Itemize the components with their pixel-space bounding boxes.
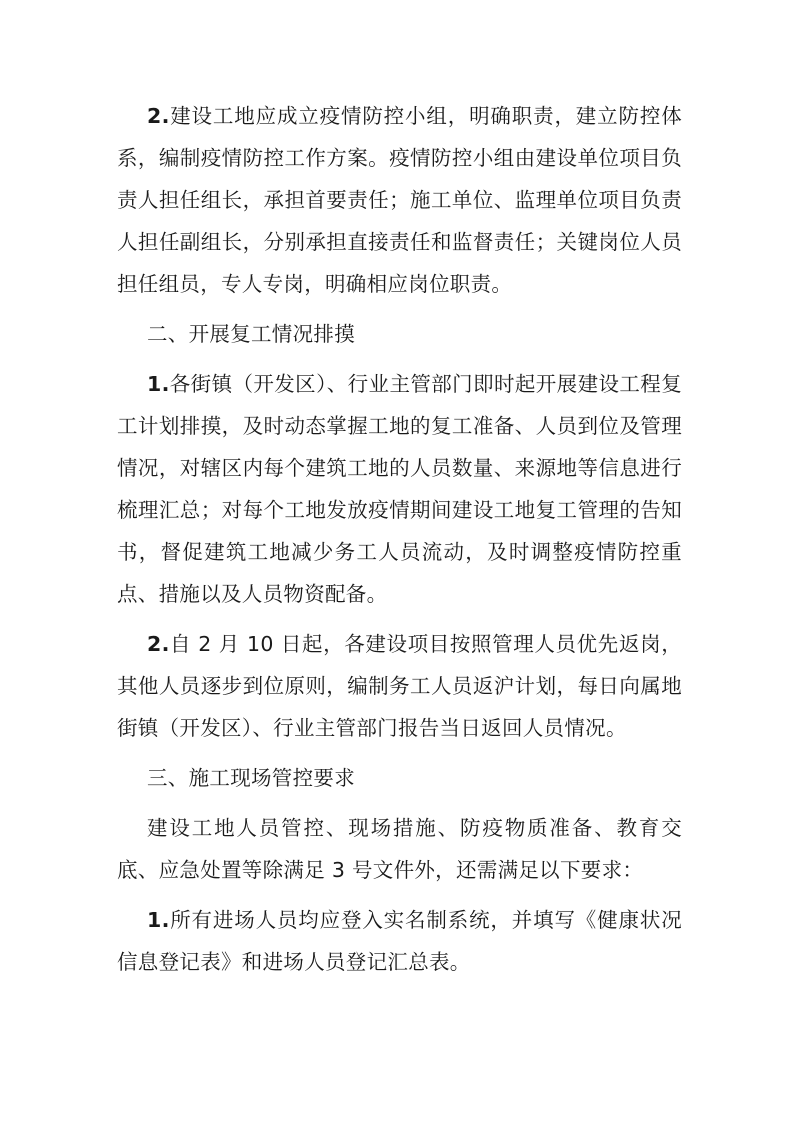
item-number: 2.	[147, 632, 170, 656]
paragraph-site-requirements-intro	[117, 807, 682, 891]
paragraph-text: 所有进场人员均应登入实名制系统，并填写《健康状况信息登记表》和进场人员登记汇总表。	[117, 908, 682, 974]
item-number: 1.	[147, 908, 170, 932]
paragraph-2-return-plan	[117, 623, 682, 749]
paragraph-text: 各街镇（开发区）、行业主管部门即时起开展建设工程复工计划排摸，及时动态掌握工地的复工准备、人员到位及管理情况，对辖区内每个建筑工地的人员数量、来源地等信息进行梳理汇总；对每个工地发放疫情期间建设工地复工管理的告知书，督促建筑工地减少务工人员流动，及时调整疫情防控重点、措施以及人员物资配备。	[117, 372, 682, 606]
section-heading-3: 三、施工现场管控要求	[147, 766, 355, 790]
paragraph-1-registration	[117, 899, 682, 983]
paragraph-text: 建设工地人员管控、现场措施、防疫物质准备、教育交底、应急处置等除满足 3 号文件外，还需满足以下要求：	[117, 816, 682, 882]
paragraph-2-prevention-team	[117, 95, 682, 305]
item-number: 1.	[147, 372, 170, 396]
paragraph-1-survey	[117, 363, 682, 615]
paragraph-text: 自 2 月 10 日起，各建设项目按照管理人员优先返岗，其他人员逐步到位原则，编制务工人员返沪计划，每日向属地街镇（开发区）、行业主管部门报告当日返回人员情况。	[117, 632, 682, 740]
section-heading-2: 二、开展复工情况排摸	[147, 322, 355, 346]
item-number: 2.	[147, 104, 170, 128]
document-page	[117, 95, 682, 983]
paragraph-text: 建设工地应成立疫情防控小组，明确职责，建立防控体系，编制疫情防控工作方案。疫情防控小组由建设单位项目负责人担任组长，承担首要责任；施工单位、监理单位项目负责人担任副组长，分别承担直接责任和监督责任；关键岗位人员担任组员，专人专岗，明确相应岗位职责。	[117, 104, 682, 296]
